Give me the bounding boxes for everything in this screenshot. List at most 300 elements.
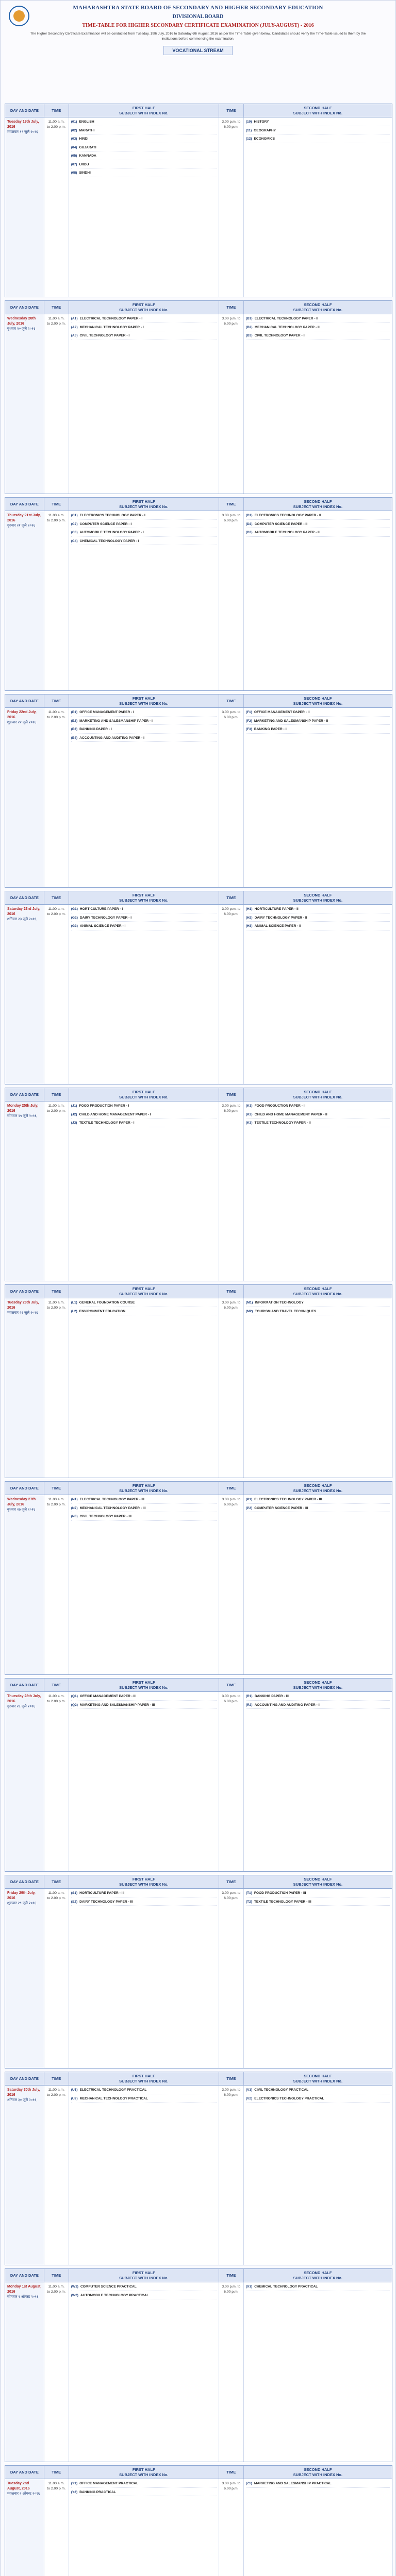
subject-entry [246, 710, 390, 717]
subject-code: (N1) [71, 1498, 78, 1501]
time2-column-header-label: TIME [226, 1682, 236, 1687]
subject-code: (E1) [71, 710, 78, 714]
day-date-cell [5, 2282, 44, 2462]
second-half-column-header-label: SECOND HALF [304, 2270, 332, 2276]
second-half-column-header-sublabel: SUBJECT WITH INDEX No. [293, 701, 343, 706]
second-half-column-header-label: SECOND HALF [304, 1286, 332, 1292]
subject-name: CIVIL TECHNOLOGY PAPER - II [254, 334, 306, 338]
day-date: Tuesday 26th July, 2016 [7, 1301, 39, 1310]
subject-entry [71, 522, 217, 529]
first-half-column-header-sublabel: SUBJECT WITH INDEX No. [119, 897, 169, 903]
day-column-header [5, 498, 44, 511]
subject-name: COMPUTER SCIENCE PRACTICAL [80, 2285, 137, 2289]
subject-code: (F1) [245, 710, 252, 714]
subject-entry [71, 325, 217, 332]
subject-code: (D1) [245, 514, 253, 517]
subject-entry [246, 916, 390, 922]
subject-name: MARKETING AND SALESMANSHIP PAPER - III [79, 1703, 155, 1707]
day-date: Friday 22nd July, 2016 [7, 710, 37, 720]
subject-name: MECHANICAL TECHNOLOGY PAPER - III [79, 1506, 146, 1510]
subject-entry [246, 1900, 390, 1906]
time2-column-header-label: TIME [226, 2469, 236, 2475]
day-date: Saturday 23rd July, 2016 [7, 907, 41, 917]
subject-entry [71, 1694, 217, 1701]
subject-code: (D2) [245, 522, 253, 526]
time2-column-header [219, 104, 244, 117]
subject-code: (U1) [71, 2088, 78, 2092]
subject-name: KANNADA [79, 154, 96, 158]
subject-entry [246, 1694, 390, 1701]
first-half-time: 11.00 a.m. to 2.00 p.m. [44, 117, 69, 297]
subject-entry [71, 171, 217, 177]
subject-entry [246, 128, 390, 135]
second-half-subjects [244, 2086, 392, 2265]
subject-entry [71, 916, 217, 922]
time2-column-header [219, 498, 244, 511]
first-half-time: 11.00 a.m. to 2.00 p.m. [44, 1101, 69, 1281]
second-half-subjects [244, 1298, 392, 1478]
second-half-column-header [244, 301, 392, 314]
subject-code: (C2) [71, 522, 78, 526]
day-block [5, 2072, 392, 2265]
second-half-column-header-label: SECOND HALF [304, 893, 332, 898]
subject-name: ACCOUNTING AND AUDITING PAPER - I [79, 736, 144, 740]
subject-code: (B3) [245, 334, 253, 338]
first-half-column-header [69, 104, 219, 117]
subject-name: GENERAL FOUNDATION COURSE [79, 1301, 135, 1304]
day-column-header-label: DAY AND DATE [10, 1289, 39, 1294]
day-block-header [5, 498, 392, 511]
second-half-subjects [244, 1495, 392, 1674]
time1-column-header [44, 1482, 69, 1495]
second-half-column-header-sublabel: SUBJECT WITH INDEX No. [293, 110, 343, 115]
second-half-time: 3.00 p.m. to 6.00 p.m. [219, 905, 244, 1084]
subject-name: OFFICE MANAGEMENT PAPER - II [254, 710, 310, 714]
subject-entry [246, 1506, 390, 1513]
first-half-column-header [69, 1875, 219, 1888]
first-half-column-header-label: FIRST HALF [132, 1877, 155, 1882]
subject-code: (M2) [245, 1309, 253, 1313]
second-half-column-header-sublabel: SUBJECT WITH INDEX No. [293, 1094, 343, 1099]
time1-column-header [44, 891, 69, 904]
subject-entry [246, 2096, 390, 2103]
second-half-subjects [244, 511, 392, 690]
subject-code: (A3) [71, 334, 78, 338]
subject-name: GUJARATI [79, 145, 96, 149]
day-column-header [5, 1285, 44, 1298]
subject-name: OFFICE MANAGEMENT PAPER - III [79, 1694, 137, 1698]
time2-column-header-label: TIME [226, 108, 236, 113]
subject-entry [71, 1900, 217, 1906]
subject-entry [246, 1309, 390, 1316]
day-date: Thursday 28th July, 2016 [7, 1694, 41, 1704]
second-half-time: 3.00 p.m. to 6.00 p.m. [219, 2086, 244, 2265]
subject-name: BANKING PAPER - I [79, 727, 112, 732]
subject-name: TEXTILE TECHNOLOGY PAPER - II [254, 1121, 311, 1125]
time1-column-header-label: TIME [52, 2469, 61, 2475]
first-half-column-header [69, 2269, 219, 2282]
subject-name: HISTORY [254, 120, 269, 124]
second-half-column-header-label: SECOND HALF [304, 1483, 332, 1488]
second-half-time: 3.00 p.m. to 6.00 p.m. [219, 117, 244, 297]
subject-name: MECHANICAL TECHNOLOGY PRACTICAL [79, 2096, 148, 2100]
subject-code: (02) [71, 128, 77, 132]
second-half-column-header [244, 104, 392, 117]
day-block-header [5, 891, 392, 905]
subject-code: (Z1) [245, 2482, 252, 2485]
first-half-column-header-label: FIRST HALF [132, 2270, 155, 2276]
second-half-column-header [244, 694, 392, 707]
subject-entry [246, 522, 390, 529]
subject-code: (F3) [245, 727, 252, 732]
day-column-header-label: DAY AND DATE [10, 2273, 39, 2278]
time1-column-header-label: TIME [52, 108, 61, 113]
subject-entry [71, 1309, 217, 1316]
subject-name: BANKING PAPER - III [254, 1694, 289, 1698]
day-date: Monday 1st August, 2016 [7, 2285, 42, 2294]
subject-code: (11) [245, 128, 252, 132]
second-half-column-header-sublabel: SUBJECT WITH INDEX No. [293, 2472, 343, 2477]
subject-name: CHILD AND HOME MANAGEMENT PAPER - II [254, 1112, 327, 1116]
subject-name: ELECTRONICS TECHNOLOGY PRACTICAL [254, 2096, 324, 2100]
subject-code: (T1) [245, 1891, 252, 1895]
second-half-subjects [244, 1692, 392, 1871]
time2-column-header-label: TIME [226, 304, 236, 310]
second-half-column-header-sublabel: SUBJECT WITH INDEX No. [293, 504, 343, 509]
time1-column-header-label: TIME [52, 1092, 61, 1097]
subject-entry [71, 1300, 217, 1307]
subject-code: (N2) [71, 1506, 78, 1510]
subject-code: (J3) [71, 1121, 77, 1125]
day-date-marathi: सोमवार २५ जुलै २०१६ [7, 1114, 37, 1118]
first-half-column-header-label: FIRST HALF [132, 2074, 155, 2079]
day-date-cell [5, 905, 44, 1084]
day-block [5, 891, 392, 1084]
subject-name: MARKETING AND SALESMANSHIP PRACTICAL [254, 2482, 332, 2485]
first-half-column-header-sublabel: SUBJECT WITH INDEX No. [119, 1291, 169, 1296]
subject-entry [71, 1497, 217, 1504]
subject-entry [71, 333, 217, 340]
second-half-time: 3.00 p.m. to 6.00 p.m. [219, 2479, 244, 2576]
subject-name: GEOGRAPHY [254, 128, 276, 132]
subject-code: (07) [71, 162, 77, 166]
first-half-time: 11.00 a.m. to 2.00 p.m. [44, 511, 69, 690]
day-block-row [5, 1889, 392, 2068]
subject-code: (03) [71, 137, 77, 141]
subject-name: ELECTRONICS TECHNOLOGY PAPER - II [254, 514, 321, 517]
subject-name: FOOD PRODUCTION PAPER - II [254, 1104, 306, 1108]
subject-code: (E4) [71, 736, 78, 740]
day-date: Wednesday 20th July, 2016 [7, 317, 36, 326]
time1-column-header [44, 301, 69, 314]
subject-entry [246, 1104, 390, 1110]
time2-column-header-label: TIME [226, 698, 236, 703]
subject-entry [246, 333, 390, 340]
subject-code: (08) [71, 171, 77, 175]
second-half-time: 3.00 p.m. to 6.00 p.m. [219, 1495, 244, 1674]
subject-code: (E3) [71, 727, 78, 732]
subject-name: COMPUTER SCIENCE PAPER - II [254, 522, 308, 526]
subject-name: TEXTILE TECHNOLOGY PAPER - I [79, 1121, 135, 1125]
subject-code: (G1) [71, 907, 78, 911]
day-date-marathi: सोमवार १ ऑगस्ट २०१६ [7, 2295, 39, 2299]
time2-column-header-label: TIME [226, 1092, 236, 1097]
day-block-header [5, 104, 392, 117]
subject-name: AUTOMOBILE TECHNOLOGY PRACTICAL [80, 2293, 149, 2297]
subject-name: MECHANICAL TECHNOLOGY PAPER - II [254, 325, 320, 329]
day-date-marathi: बुधवार २० जुलै २०१६ [7, 327, 36, 331]
day-block-header [5, 301, 392, 314]
second-half-column-header-label: SECOND HALF [304, 1877, 332, 1882]
first-half-column-header [69, 1285, 219, 1298]
second-half-time: 3.00 p.m. to 6.00 p.m. [219, 2282, 244, 2462]
first-half-subjects [69, 117, 219, 297]
subject-entry [71, 2088, 217, 2094]
subject-code: (01) [71, 120, 77, 124]
subject-name: INFORMATION TECHNOLOGY [255, 1301, 304, 1304]
time2-column-header-label: TIME [226, 1289, 236, 1294]
time1-column-header-label: TIME [52, 1289, 61, 1294]
day-column-header-label: DAY AND DATE [10, 2469, 39, 2475]
day-date-cell [5, 1889, 44, 2068]
subject-code: (B2) [245, 325, 253, 329]
subject-entry [246, 924, 390, 930]
subject-name: BANKING PRACTICAL [79, 2490, 116, 2494]
second-half-subjects [244, 708, 392, 887]
first-half-column-header [69, 2466, 219, 2479]
first-half-subjects [69, 2086, 219, 2265]
subject-code: (J2) [71, 1112, 77, 1116]
subject-entry [246, 530, 390, 537]
subject-name: URDU [79, 162, 89, 166]
first-half-column-header [69, 2072, 219, 2085]
day-block-row [5, 1298, 392, 1478]
subject-entry [71, 1514, 217, 1521]
subject-code: (T2) [245, 1900, 252, 1904]
day-date-marathi: शनिवार ३० जुलै २०१६ [7, 2098, 37, 2103]
first-half-time: 11.00 a.m. to 2.00 p.m. [44, 905, 69, 1084]
subject-name: ELECTRICAL TECHNOLOGY PAPER - I [79, 317, 143, 320]
day-column-header-label: DAY AND DATE [10, 698, 39, 703]
subject-name: FOOD PRODUCTION PAPER - III [254, 1891, 306, 1895]
first-half-column-header-label: FIRST HALF [132, 1483, 155, 1488]
time1-column-header [44, 1088, 69, 1101]
time1-column-header-label: TIME [52, 1682, 61, 1687]
subject-entry [71, 513, 217, 520]
day-date-cell [5, 1495, 44, 1674]
first-half-subjects [69, 905, 219, 1084]
time1-column-header [44, 1285, 69, 1298]
subject-entry [71, 727, 217, 734]
subject-code: (A1) [71, 317, 78, 320]
first-half-subjects [69, 1889, 219, 2068]
subject-name: CHEMICAL TECHNOLOGY PRACTICAL [254, 2285, 318, 2289]
subject-entry [71, 1703, 217, 1709]
subject-code: (R1) [245, 1694, 253, 1698]
subject-name: ENGLISH [79, 120, 94, 124]
subject-name: TOURISM AND TRAVEL TECHNIQUES [255, 1309, 317, 1313]
first-half-column-header-label: FIRST HALF [132, 2467, 155, 2472]
subject-entry [246, 1703, 390, 1709]
time1-column-header [44, 1679, 69, 1691]
first-half-subjects [69, 1495, 219, 1674]
board-logo [9, 6, 29, 26]
subject-entry [71, 1112, 217, 1119]
day-block [5, 1088, 392, 1281]
day-block-header [5, 1482, 392, 1495]
subject-name: CHEMICAL TECHNOLOGY PAPER - I [79, 539, 139, 543]
time2-column-header [219, 2466, 244, 2479]
time2-column-header [219, 1875, 244, 1888]
subject-code: (04) [71, 145, 77, 149]
subject-entry [246, 2088, 390, 2094]
day-column-header-label: DAY AND DATE [10, 304, 39, 310]
day-block-header [5, 1285, 392, 1298]
first-half-subjects [69, 708, 219, 887]
day-date-marathi: मंगळवार २६ जुलै २०१६ [7, 1311, 38, 1315]
first-half-column-header [69, 1482, 219, 1495]
second-half-column-header-label: SECOND HALF [304, 106, 332, 111]
day-date-marathi: शनिवार २३ जुलै २०१६ [7, 918, 37, 922]
second-half-column-header [244, 2269, 392, 2282]
subject-code: (E2) [71, 719, 78, 723]
subject-name: MARATHI [79, 128, 95, 132]
subject-entry [71, 316, 217, 323]
first-half-column-header-label: FIRST HALF [132, 1286, 155, 1292]
second-half-column-header-sublabel: SUBJECT WITH INDEX No. [293, 1291, 343, 1296]
day-column-header [5, 104, 44, 117]
day-block-header [5, 2072, 392, 2086]
time1-column-header [44, 104, 69, 117]
time2-column-header [219, 2269, 244, 2282]
subject-code: (X1) [245, 2285, 253, 2289]
day-block-row [5, 2086, 392, 2265]
document-header [1, 1, 395, 98]
first-half-column-header-sublabel: SUBJECT WITH INDEX No. [119, 1882, 169, 1887]
subject-code: (H2) [245, 916, 253, 920]
day-column-header-label: DAY AND DATE [10, 2076, 39, 2081]
day-block [5, 694, 392, 888]
subject-code: (V2) [245, 2096, 253, 2100]
first-half-column-header-sublabel: SUBJECT WITH INDEX No. [119, 701, 169, 706]
second-half-column-header-sublabel: SUBJECT WITH INDEX No. [293, 1882, 343, 1887]
subject-code: (F2) [245, 719, 252, 723]
second-half-subjects [244, 1889, 392, 2068]
subject-entry [71, 1104, 217, 1110]
day-column-header [5, 1088, 44, 1101]
first-half-column-header-label: FIRST HALF [132, 302, 155, 308]
first-half-column-header-label: FIRST HALF [132, 1090, 155, 1095]
day-block-row [5, 2479, 392, 2576]
second-half-subjects [244, 1101, 392, 1281]
subject-entry [71, 1891, 217, 1897]
time1-column-header-label: TIME [52, 1879, 61, 1884]
second-half-column-header [244, 2072, 392, 2085]
subject-name: CHILD AND HOME MANAGEMENT PAPER - I [79, 1112, 151, 1116]
subject-name: DAIRY TECHNOLOGY PAPER - II [254, 916, 307, 920]
day-block-row [5, 117, 392, 297]
day-block [5, 104, 392, 297]
first-half-column-header-label: FIRST HALF [132, 499, 155, 504]
subject-entry [71, 154, 217, 160]
time2-column-header-label: TIME [226, 1485, 236, 1490]
subject-code: (S2) [71, 1900, 78, 1904]
day-date: Friday 29th July, 2016 [7, 1891, 36, 1901]
day-date-marathi: गुरुवार २१ जुलै २०१६ [7, 524, 36, 528]
day-block-header [5, 1875, 392, 1889]
subject-name: FOOD PRODUCTION PAPER - I [79, 1104, 129, 1108]
subject-code: (P2) [245, 1506, 253, 1510]
subject-entry [71, 145, 217, 152]
subject-code: (M1) [245, 1301, 253, 1304]
subject-code: (P1) [245, 1498, 253, 1501]
subject-code: (V1) [245, 2088, 253, 2092]
day-block-row [5, 2282, 392, 2462]
second-half-column-header-sublabel: SUBJECT WITH INDEX No. [293, 1488, 343, 1493]
subject-entry [71, 2490, 217, 2497]
subject-name: ELECTRICAL TECHNOLOGY PAPER - III [79, 1498, 144, 1501]
subject-code: (C4) [71, 539, 78, 543]
subject-entry [246, 120, 390, 126]
subject-name: ENVIRONMENT EDUCATION [79, 1309, 126, 1313]
subject-name: HORTICULTURE PAPER - I [79, 907, 123, 911]
time1-column-header-label: TIME [52, 895, 61, 900]
day-column-header-label: DAY AND DATE [10, 1092, 39, 1097]
day-date: Tuesday 19th July, 2016 [7, 120, 39, 129]
subject-code: (L2) [71, 1309, 77, 1313]
subject-code: (C1) [71, 514, 78, 517]
subject-name: ELECTRONICS TECHNOLOGY PAPER - I [79, 514, 145, 517]
day-block-row [5, 708, 392, 887]
subject-entry [246, 1300, 390, 1307]
subject-name: COMPUTER SCIENCE PAPER - III [254, 1506, 308, 1510]
second-half-time: 3.00 p.m. to 6.00 p.m. [219, 1889, 244, 2068]
subject-code: (C3) [71, 531, 78, 535]
subject-entry [71, 162, 217, 169]
first-half-column-header-sublabel: SUBJECT WITH INDEX No. [119, 1094, 169, 1099]
first-half-time: 11.00 a.m. to 2.00 p.m. [44, 314, 69, 494]
subject-entry [246, 137, 390, 143]
first-half-column-header [69, 498, 219, 511]
subject-name: ACCOUNTING AND AUDITING PAPER - II [254, 1703, 321, 1707]
first-half-time: 11.00 a.m. to 2.00 p.m. [44, 2479, 69, 2576]
time1-column-header-label: TIME [52, 2273, 61, 2278]
time2-column-header [219, 1285, 244, 1298]
second-half-column-header-label: SECOND HALF [304, 2074, 332, 2079]
day-block-header [5, 2269, 392, 2282]
first-half-column-header-label: FIRST HALF [132, 893, 155, 898]
subject-name: MARKETING AND SALESMANSHIP PAPER - II [254, 719, 328, 723]
subject-entry [246, 1112, 390, 1119]
time1-column-header-label: TIME [52, 698, 61, 703]
board-name: MAHARASHTRA STATE BOARD OF SECONDARY AND HIGHER SECONDARY EDUCATION [73, 5, 323, 11]
day-date-cell [5, 314, 44, 494]
first-half-column-header-sublabel: SUBJECT WITH INDEX No. [119, 1685, 169, 1690]
day-date: Monday 25th July, 2016 [7, 1104, 39, 1113]
time1-column-header-label: TIME [52, 1485, 61, 1490]
first-half-column-header [69, 891, 219, 904]
subject-entry [71, 1121, 217, 1127]
subject-entry [246, 513, 390, 520]
first-half-time: 11.00 a.m. to 2.00 p.m. [44, 2282, 69, 2462]
subject-code: (H3) [245, 924, 253, 928]
subject-name: MARKETING AND SALESMANSHIP PAPER - I [79, 719, 153, 723]
second-half-column-header [244, 891, 392, 904]
subject-name: CIVIL TECHNOLOGY PAPER - III [79, 1515, 131, 1519]
subject-code: (H1) [245, 907, 253, 911]
subject-entry [71, 128, 217, 135]
subject-code: (Q1) [71, 1694, 78, 1698]
